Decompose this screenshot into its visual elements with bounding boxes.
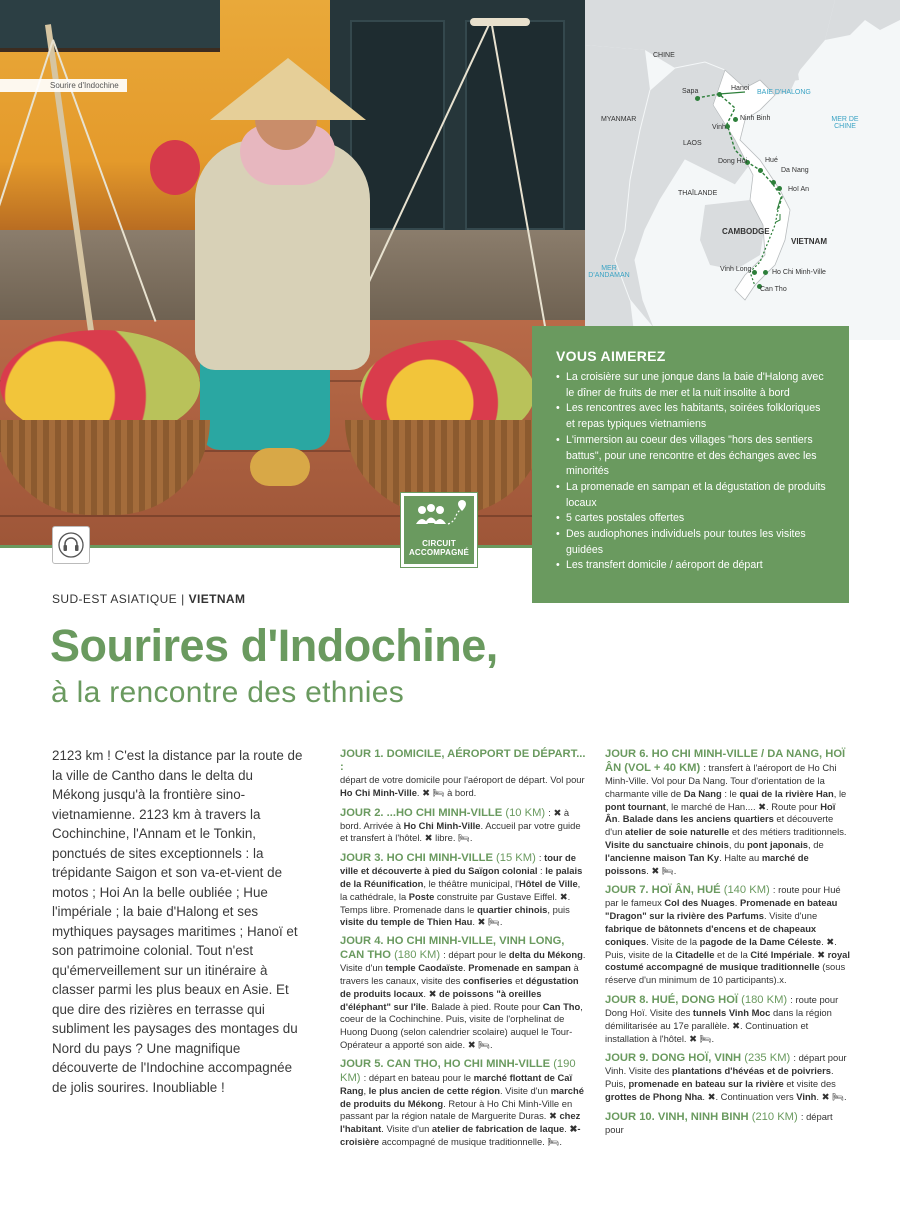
highlight-item: • Des audiophones individuels pour toutes les visites guidées <box>556 527 827 558</box>
page-title: Sourires d'Indochine, <box>50 620 498 671</box>
map-label-cambodia: CAMBODGE <box>722 227 770 236</box>
map-label-mer-andaman: MER D'ANDAMAN <box>588 265 630 279</box>
highlight-item: • 5 cartes postales offertes <box>556 511 827 527</box>
map-city-hanoi: Hanoi <box>731 85 750 92</box>
day-title: JOUR 4. HO CHI MINH-VILLE, VINH LONG, CAN THO (180 KM) : <box>340 935 565 962</box>
day-4: JOUR 4. HO CHI MINH-VILLE, VINH LONG, CAN THO (180 KM) : départ pour le delta du Mékong. Visite d'un temple Caodaïste. Promenade en sampan à travers les canaux, visite des confiseries et dégustation de produits locaux. ✖ de poissons "à oreilles d'éléphant" sur l'île. Balade à pied. Route pour Can Tho, coeur de la Cochinchine. Puis, visite de l'orphelinat de Huong Duong (selon calendrier scolaire) auquel le Tour-Opérateur a apporté son aide. ✖ 🛏. <box>340 935 586 1050</box>
day-8: JOUR 8. HUÉ, DONG HOÏ (180 KM) : route pour Dong Hoï. Visite des tunnels Vinh Moc dans la région démilitarisée au 17e parallèle. ✖. Continuation et installation à l'hôtel. ✖ 🛏. <box>605 993 839 1044</box>
highlight-item: • La promenade en sampan et la dégustation de produits locaux <box>556 480 827 511</box>
photo-window <box>0 0 220 52</box>
day-title: JOUR 1. DOMICILE, AÉROPORT DE DÉPART... : <box>340 748 586 773</box>
map-label-laos: LAOS <box>683 140 702 147</box>
highlight-item: • L'immersion au coeur des villages "hors des sentiers battus", pour une rencontre et des échanges avec les minorités <box>556 433 827 480</box>
map-city-can-tho: Can Tho <box>760 286 787 293</box>
dragon-fruit <box>150 140 200 195</box>
map-label-vietnam: VIETNAM <box>791 237 827 246</box>
circuit-badge-label: CIRCUIT ACCOMPAGNÉ <box>408 539 470 557</box>
conical-hat <box>210 58 366 120</box>
day-title: JOUR 10. VINH, NINH BINH (210 KM) : <box>605 1110 804 1123</box>
map-graphic <box>585 0 900 340</box>
day-title: JOUR 8. HUÉ, DONG HOÏ (180 KM) : <box>605 993 793 1006</box>
day-10: JOUR 10. VINH, NINH BINH (210 KM) : départ pour <box>605 1110 833 1135</box>
day-6: JOUR 6. HO CHI MINH-VILLE / DA NANG, HOÏ ÂN (VOL + 40 KM) : transfert à l'aéroport de Ho Chi Minh-Ville. Vol pour Da Nang. Tour d'orientation de la charmante ville de Da Nang : le quai de la rivière Han, le pont tournant, le marché de Han.... ✖. Route pour Hoï Ân. Balade dans les anciens quartiers et découverte d'un atelier de soie naturelle et des métiers traditionnels. Visite du sanctuaire chinois, du pont japonais, de l'ancienne maison Tan Ky. Halte au marché de poissons. ✖ 🛏. <box>605 748 847 876</box>
sandal <box>250 448 310 486</box>
map-city-vinh-long: Vinh Long <box>720 266 752 273</box>
map-city-dong-hoi: Dong Hoi <box>718 158 748 165</box>
day-title: JOUR 2. ...HO CHI MINH-VILLE (10 KM) : <box>340 806 551 819</box>
map-label-baie-halong: BAIE D'HALONG <box>757 89 811 96</box>
region-separator: | <box>181 592 185 606</box>
day-3: JOUR 3. HO CHI MINH-VILLE (15 KM) : tour de ville et découverte à pied du Saïgon colonial : le palais de la Réunification, le théâtre municipal, l'Hôtel de Ville, la cathédrale, la Poste construite par Gustave Eiffel. ✖. Temps libre. Promenade dans le quartier chinois, puis visite du temple de Thien Hau. ✖ 🛏. <box>340 852 583 928</box>
map-city-ninh-binh: Ninh Binh <box>740 115 771 122</box>
highlight-item: • Les transfert domicile / aéroport de départ <box>556 558 827 574</box>
day-9: JOUR 9. DONG HOÏ, VINH (235 KM) : départ pour Vinh. Visite des plantations d'hévéas et de poivriers. Puis, promenade en bateau sur la rivière et visite des grottes de Phong Nha. ✖. Continuation vers Vinh. ✖ 🛏. <box>605 1052 847 1102</box>
highlight-item: • La croisière sur une jonque dans la baie d'Halong avec le dîner de fruits de mer et la nuit insolite à bord <box>556 370 827 401</box>
map-city-sapa: Sapa <box>682 88 699 95</box>
day-title: JOUR 7. HOÏ ÂN, HUÉ (140 KM) : <box>605 884 776 897</box>
itinerary-column-2 <box>605 748 850 1143</box>
highlight-item: • Les rencontres avec les habitants, soirées folkloriques et repas typiques vietnamiens <box>556 401 827 432</box>
day-7: JOUR 7. HOÏ ÂN, HUÉ (140 KM) : route pour Hué par le fameux Col des Nuages. Promenade en bateau "Dragon" sur la rivière des Parfums. Visite d'une fabrique de bâtonnets d'encens et de chapeaux coniques. Visite de la pagode de la Dame Céleste. ✖. Puis, visite de la Citadelle et de la Cité Impériale. ✖ royal costumé accompagné de musique traditionnelle (sous réserve d'un minimum de 10 participants).x. <box>605 884 850 986</box>
map-city-hue: Hué <box>765 157 778 164</box>
vous-aimerez-title: VOUS AIMEREZ <box>556 348 666 364</box>
map-city-da-nang: Da Nang <box>781 167 809 174</box>
map-label-myanmar: MYANMAR <box>601 116 637 123</box>
map-city-vinh: Vinh <box>712 124 726 131</box>
route-map <box>585 0 900 340</box>
day-title: JOUR 6. HO CHI MINH-VILLE / DA NANG, HOÏ ÂN (VOL + 40 KM) : <box>605 748 846 774</box>
country-label: VIETNAM <box>188 592 246 606</box>
map-city-hoi-an: Hoï An <box>788 186 810 193</box>
day-1: JOUR 1. DOMICILE, AÉROPORT DE DÉPART... : départ de votre domicile pour l'aéroport de départ. Vol pour Ho Chi Minh-Ville. ✖ 🛏 à bord. <box>340 748 588 800</box>
page-subtitle: à la rencontre des ethnies <box>51 676 405 709</box>
day-5: JOUR 5. CAN THO, HO CHI MINH-VILLE (190 KM) : départ en bateau pour le marché flottant de Caï Rang, le plus ancien de cette région. Visite d'un marché de produits du Mékong. Retour à Ho Chi Minh-Ville en passant par la région natale de Marguerite Duras. ✖ chez l'habitant. Visite d'un atelier de fabrication de laque. ✖-croisière accompagné de musique traditionnelle. 🛏. <box>340 1057 584 1147</box>
itinerary-column-1 <box>340 748 588 1155</box>
vous-aimerez-box <box>532 326 849 603</box>
day-title: JOUR 5. CAN THO, HO CHI MINH-VILLE (190 KM) : <box>340 1057 576 1084</box>
group-route-icon <box>408 496 470 532</box>
map-city-hcmc: Ho Chi Minh-Ville <box>772 269 826 276</box>
day-title: JOUR 3. HO CHI MINH-VILLE (15 KM) : <box>340 852 542 865</box>
hero-photo <box>0 0 585 545</box>
intro-paragraph: 2123 km ! C'est la distance par la route de la ville de Cantho dans le delta du Mékong jusqu'à la frontière sino-vietnamienne. 2123 km à travers la Cochinchine, l'Annam et le Tonkin, ponctués de sites exceptionnels : la trépidante Saigon et son va-et-vient de motos ; Hoi An la belle oubliée ; Hue l'impériale ; la baie d'Halong et ses mythiques paysages maritimes ; Hanoï et son patrimoine colonial. Tout n'est qu'émerveillement sur un itinéraire à classer parmi les plus beaux en Asie. Et que dire des rizières en terrasse qui subliment les paysages des montages du Nord du pays ? Une magnifique découverte de l'Indochine accompagnée de jolis sourires. Inoubliable ! <box>52 748 303 1095</box>
photo-caption: Sourire d'Indochine <box>0 79 127 92</box>
audiophone-icon <box>52 526 90 564</box>
circuit-accompagne-badge <box>401 493 477 567</box>
map-label-mer-chine: MER DE CHINE <box>831 116 859 130</box>
map-label-thailand: THAÏLANDE <box>678 190 718 197</box>
map-label-china: CHINE <box>653 52 675 59</box>
highlights-list <box>556 370 827 574</box>
region-label: SUD-EST ASIATIQUE <box>52 592 178 606</box>
region-breadcrumb <box>52 592 245 606</box>
day-title: JOUR 9. DONG HOÏ, VINH (235 KM) : <box>605 1052 796 1065</box>
day-2: JOUR 2. ...HO CHI MINH-VILLE (10 KM) : ✖ à bord. Arrivée à Ho Chi Minh-Ville. Accueil par votre guide et transfert à l'hôtel. ✖ libre. 🛏. <box>340 806 581 844</box>
